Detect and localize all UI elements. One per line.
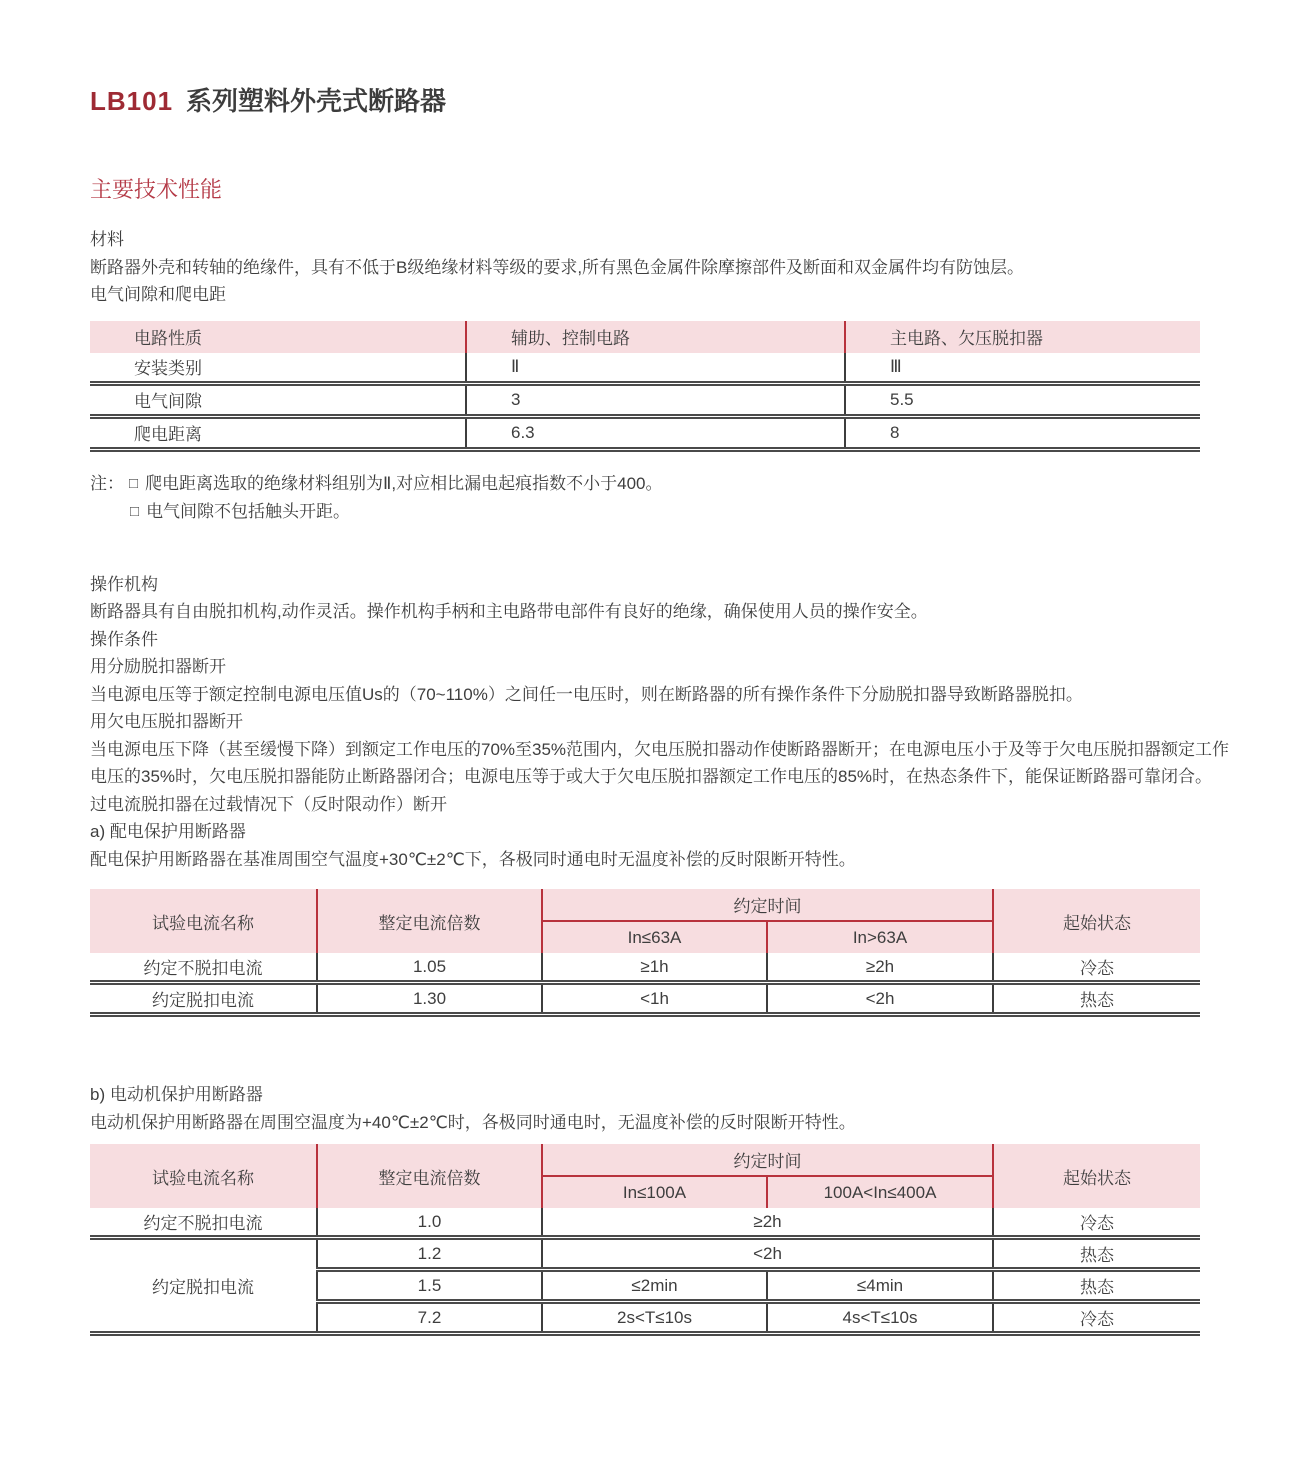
table-cell: <1h <box>542 983 767 1015</box>
table-cell: 约定不脱扣电流 <box>90 953 317 983</box>
table-cell: 热态 <box>993 1238 1200 1270</box>
table-row <box>90 983 1200 1015</box>
table-header-row <box>90 889 1200 921</box>
subheader-cell-in-le-63: In≤63A <box>542 921 767 953</box>
subheader-cell-in-le-100: In≤100A <box>542 1176 767 1208</box>
table-cell: 约定脱扣电流 <box>90 983 317 1015</box>
table-cell: 1.0 <box>317 1208 542 1238</box>
table-header-row <box>90 1144 1200 1176</box>
table-row <box>90 416 1200 449</box>
operation-line: 断路器具有自由脱扣机构,动作灵活。操作机构手柄和主电路带电部件有良好的绝缘，确保使用人员的操作安全。 <box>90 602 928 621</box>
table-cell: 电气间隙 <box>90 383 466 416</box>
table-row <box>90 383 1200 416</box>
header-cell-initial-state: 起始状态 <box>993 889 1200 953</box>
header-cell-conventional-time: 约定时间 <box>542 889 993 921</box>
table-cell: 安装类别 <box>90 353 466 384</box>
motor-breaker-table <box>90 1144 1200 1336</box>
operation-line: 当电源电压等于额定控制电源电压值Us的（70~110%）之间任一电压时，则在断路器的所有操作条件下分励脱扣器导致断路器脱扣。 <box>90 684 1083 704</box>
materials-label: 材料 <box>90 230 124 249</box>
clearance-table <box>90 321 1200 452</box>
table-cell: 爬电距离 <box>90 416 466 449</box>
table-cell: ≥1h <box>542 953 767 983</box>
note-line <box>90 498 1250 527</box>
note-text: 电气间隙不包括触头开距。 <box>146 502 351 521</box>
note-line <box>90 470 1250 499</box>
operation-line: 用分励脱扣器断开 <box>90 657 226 676</box>
table-cell: <2h <box>767 983 993 1015</box>
table-cell: 1.5 <box>317 1270 542 1302</box>
section-heading: 主要技术性能 <box>90 177 223 202</box>
header-cell-test-current: 试验电流名称 <box>90 1144 317 1208</box>
operation-line: 操作条件 <box>90 629 158 649</box>
header-cell-test-current: 试验电流名称 <box>90 889 317 953</box>
operation-line: 操作机构 <box>90 574 158 594</box>
motor-breaker-section <box>90 1081 1250 1136</box>
subheader-cell-in-gt-63: In>63A <box>767 921 993 953</box>
table-cell: 4s<T≤10s <box>767 1302 993 1334</box>
note-text: 爬电距离选取的绝缘材料组别为Ⅱ,对应相比漏电起痕指数不小于400。 <box>145 473 663 493</box>
table-row <box>90 953 1200 983</box>
operation-line: a) 配电保护用断路器 <box>90 822 246 841</box>
distribution-breaker-table <box>90 889 1200 1017</box>
table-cell: 5.5 <box>845 383 1200 416</box>
header-cell-circuit-property: 电路性质 <box>90 321 466 353</box>
header-cell-main-circuit: 主电路、欠压脱扣器 <box>845 321 1200 353</box>
header-cell-multiplier: 整定电流倍数 <box>317 889 542 953</box>
table-cell: 8 <box>845 416 1200 449</box>
table-cell: 7.2 <box>317 1302 542 1334</box>
table-cell: 冷态 <box>993 1208 1200 1238</box>
operation-line: 当电源电压下降（甚至缓慢下降）到额定工作电压的70%至35%范围内，欠电压脱扣器动作使断路器断开；在电源电压小于及等于欠电压脱扣器额定工作电压的35%时，欠电压脱扣器能防止断路器闭合；电源电压等于或大于欠电压脱扣器额定工作电压的85%时，在热态条件下，能保证断路器可靠闭合。 <box>90 739 1230 786</box>
header-cell-conventional-time: 约定时间 <box>542 1144 993 1176</box>
header-cell-aux-circuit: 辅助、控制电路 <box>466 321 845 353</box>
square-bullet-icon: □ <box>130 503 140 520</box>
operation-line: 配电保护用断路器在基准周围空气温度+30℃±2℃下，各极同时通电时无温度补偿的反时限断开特性。 <box>90 849 856 869</box>
operation-line: 过电流脱扣器在过载情况下（反时限动作）断开 <box>90 794 447 814</box>
square-bullet-icon: □ <box>129 474 139 492</box>
subheader-cell-in-100-400: 100A<In≤400A <box>767 1176 993 1208</box>
table-cell: 2s<T≤10s <box>542 1302 767 1334</box>
table-cell: ≥2h <box>542 1208 993 1238</box>
table-cell: 约定不脱扣电流 <box>90 1208 317 1238</box>
page-title <box>90 0 1250 116</box>
table-cell: 1.30 <box>317 983 542 1015</box>
table-cell: ≤2min <box>542 1270 767 1302</box>
note-prefix: 注： <box>90 473 124 493</box>
table-cell: 1.05 <box>317 953 542 983</box>
table-cell: 热态 <box>993 1270 1200 1302</box>
series-code: LB101 <box>90 86 174 116</box>
table-cell: ≥2h <box>767 953 993 983</box>
header-cell-initial-state: 起始状态 <box>993 1144 1200 1208</box>
table-cell: 冷态 <box>993 1302 1200 1334</box>
motor-section-body: 电动机保护用断路器在周围空温度为+40℃±2℃时，各极同时通电时，无温度补偿的反时限断开特性。 <box>90 1112 856 1132</box>
table-cell: Ⅱ <box>466 353 845 384</box>
materials-body: 断路器外壳和转轴的绝缘件，具有不低于B级绝缘材料等级的要求,所有黑色金属件除摩擦部件及断面和双金属件均有防蚀层。 <box>90 257 1025 277</box>
table-cell: 6.3 <box>466 416 845 449</box>
table-cell: 3 <box>466 383 845 416</box>
operation-line: 用欠电压脱扣器断开 <box>90 712 243 731</box>
table-cell: <2h <box>542 1238 993 1270</box>
series-name: 系列塑料外壳式断路器 <box>186 86 447 116</box>
table-cell: 1.2 <box>317 1238 542 1270</box>
operation-section <box>90 571 1250 874</box>
clearance-label: 电气间隙和爬电距 <box>90 285 226 304</box>
table-cell: 冷态 <box>993 953 1200 983</box>
clearance-table-header-row <box>90 321 1200 353</box>
materials-section <box>90 226 1250 309</box>
table-row <box>90 353 1200 384</box>
table-cell: Ⅲ <box>845 353 1200 384</box>
table-cell: 约定脱扣电流 <box>90 1238 317 1334</box>
header-cell-multiplier: 整定电流倍数 <box>317 1144 542 1208</box>
motor-section-label: b) 电动机保护用断路器 <box>90 1085 263 1104</box>
table-row <box>90 1208 1200 1238</box>
table-cell: ≤4min <box>767 1270 993 1302</box>
table-cell: 热态 <box>993 983 1200 1015</box>
table-row <box>90 1238 1200 1270</box>
notes-section <box>90 470 1250 527</box>
